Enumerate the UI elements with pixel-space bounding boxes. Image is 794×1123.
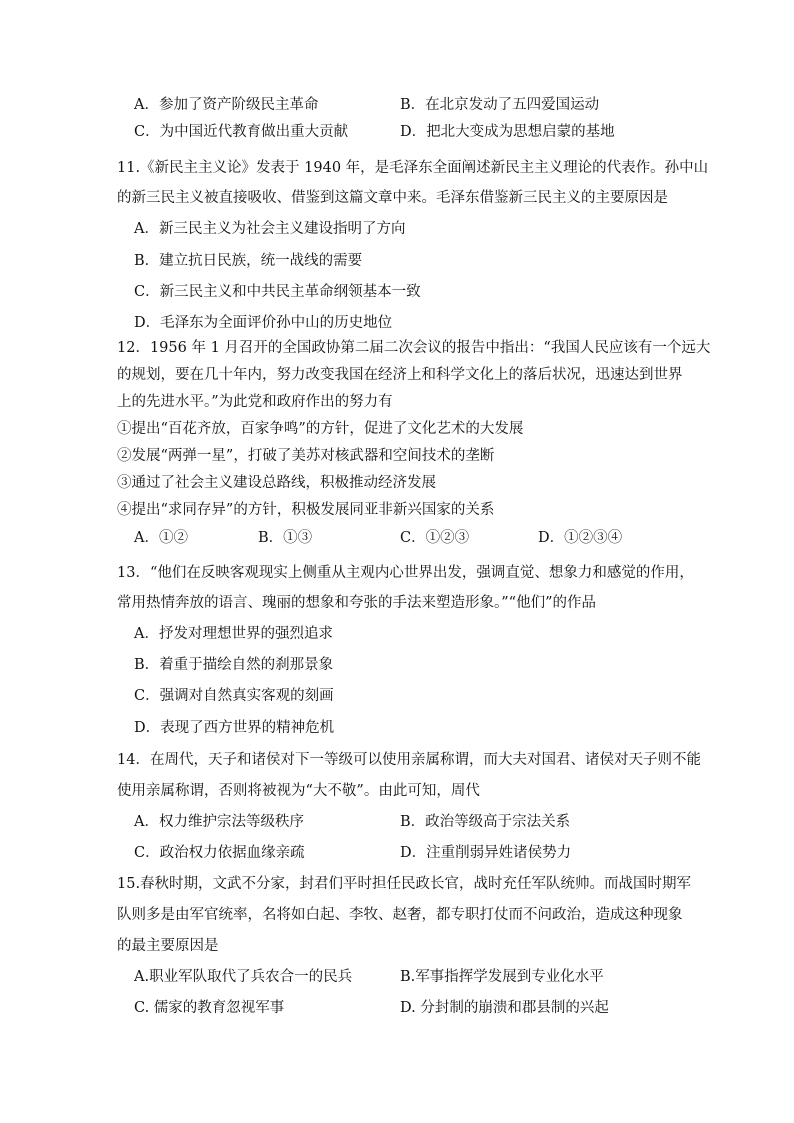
q13-option-b[interactable]: B．着重于描绘自然的刹那景象 (134, 657, 334, 673)
q14-stem-line-1: 14．在周代，天子和诸侯对下一等级可以使用亲属称谓，而大夫对国君、诸侯对天子则不能 (117, 752, 701, 768)
q12-item-4: ④提出“求同存异”的方针，积极发展同亚非新兴国家的关系 (117, 502, 495, 518)
q12-item-1: ①提出“百花齐放，百家争鸣”的方针，促进了文化艺术的大发展 (117, 421, 524, 437)
q13-option-a[interactable]: A．抒发对理想世界的强烈追求 (134, 626, 333, 642)
q10-option-d[interactable]: D．把北大变成为思想启蒙的基地 (400, 124, 615, 140)
q12-item-2: ②发展“两弹一星”，打破了美苏对核武器和空间技术的垄断 (117, 448, 495, 464)
q10-option-b[interactable]: B．在北京发动了五四爱国运动 (400, 97, 600, 113)
q13-stem-line-2: 常用热情奔放的语言、瑰丽的想象和夸张的手法来塑造形象。”“他们”的作品 (117, 595, 596, 611)
q12-option-a[interactable]: A．①② (134, 530, 188, 546)
q13-stem-line-1: 13．“他们在反映客观现实上侧重从主观内心世界出发，强调直觉、想象力和感觉的作用， (117, 565, 694, 581)
q14-option-d[interactable]: D．注重削弱异姓诸侯势力 (400, 845, 572, 861)
q11-option-d[interactable]: D．毛泽东为全面评价孙中山的历史地位 (134, 315, 393, 331)
q12-item-3: ③通过了社会主义建设总路线，积极推动经济发展 (117, 475, 436, 491)
q14-option-a[interactable]: A．权力维护宗法等级秩序 (134, 814, 304, 830)
q10-option-c[interactable]: C．为中国近代教育做出重大贡献 (134, 124, 349, 140)
q14-option-c[interactable]: C．政治权力依据血缘亲疏 (134, 845, 305, 861)
q11-option-c[interactable]: C．新三民主义和中共民主革命纲领基本一致 (134, 284, 421, 300)
q12-stem-line-2: 的规划，要在几十年内，努力改变我国在经济上和科学文化上的落后状况，迅速达到世界 (117, 367, 683, 383)
q13-option-d[interactable]: D．表现了西方世界的精神危机 (134, 720, 335, 736)
q11-option-b[interactable]: B．建立抗日民族，统一战线的需要 (134, 253, 363, 269)
q11-option-a[interactable]: A．新三民主义为社会主义建设指明了方向 (134, 221, 406, 237)
q14-option-b[interactable]: B．政治等级高于宗法关系 (400, 814, 571, 830)
q15-option-b[interactable]: B.军事指挥学发展到专业化水平 (400, 969, 604, 985)
q11-stem-line-1: 11.《新民主主义论》发表于 1940 年，是毛泽东全面阐述新民主主义理论的代表作。孙中山 (117, 160, 709, 176)
q15-stem-line-2: 队则多是由军官统率，名将如白起、李牧、赵奢，都专职打仗而不问政治，造成这种现象 (117, 907, 683, 923)
q15-stem-line-1: 15.春秋时期，文武不分家，封君们平时担任民政长官，战时充任军队统帅。而战国时期军 (117, 876, 692, 892)
q12-stem-line-1: 12．1956 年 1 月召开的全国政协第二届二次会议的报告中指出：“我国人民应该有一个远大 (117, 340, 711, 356)
q15-option-a[interactable]: A.职业军队取代了兵农合一的民兵 (134, 969, 353, 985)
q15-option-c[interactable]: C. 儒家的教育忽视军事 (134, 1000, 285, 1016)
q12-option-c[interactable]: C．①②③ (400, 530, 470, 546)
q12-option-b[interactable]: B．①③ (258, 530, 313, 546)
q13-option-c[interactable]: C．强调对自然真实客观的刻画 (134, 688, 334, 704)
q14-stem-line-2: 使用亲属称谓，否则将被视为“大不敬”。由此可知，周代 (117, 783, 480, 799)
q10-option-a[interactable]: A．参加了资产阶级民主革命 (134, 97, 319, 113)
q12-option-d[interactable]: D．①②③④ (538, 530, 623, 546)
q15-option-d[interactable]: D. 分封制的崩溃和郡县制的兴起 (400, 1000, 609, 1016)
q15-stem-line-3: 的最主要原因是 (117, 938, 219, 954)
q12-stem-line-3: 上的先进水平。”为此党和政府作出的努力有 (117, 394, 393, 410)
q11-stem-line-2: 的新三民主义被直接吸收、借鉴到这篇文章中来。毛泽东借鉴新三民主义的主要原因是 (117, 190, 668, 206)
